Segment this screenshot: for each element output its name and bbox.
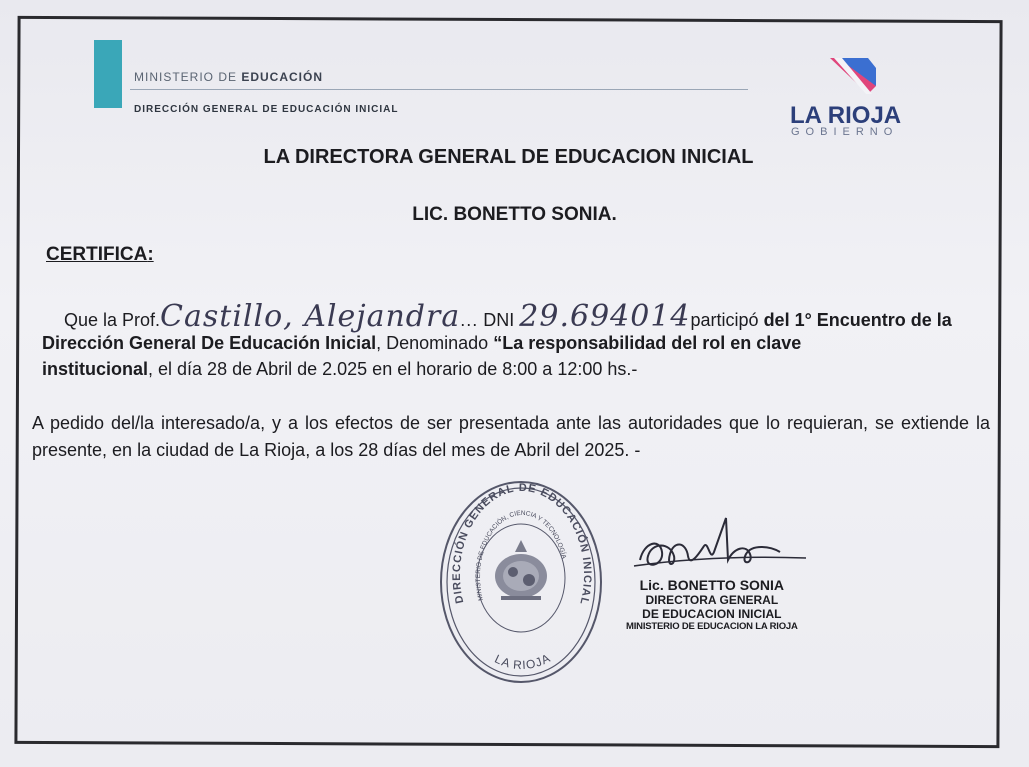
- ministry-name: MINISTERIO DE EDUCACIÓN: [134, 70, 324, 84]
- svg-text:MINISTERIO DE EDUCACIÓN, CIENC: MINISTERIO DE EDUCACIÓN, CIENCIA Y TECNOLOGÍA: [474, 509, 568, 602]
- signature-block: [626, 577, 798, 632]
- certifica-heading: CERTIFICA:: [46, 244, 154, 265]
- signer-name: Lic. BONETTO SONIA: [639, 577, 785, 593]
- svg-text:LA RIOJA: LA RIOJA: [492, 650, 554, 673]
- ministry-color-bar: [94, 40, 122, 108]
- handwritten-signature-icon: [630, 512, 810, 582]
- document-subtitle: LIC. BONETTO SONIA.: [412, 204, 617, 225]
- signer-position: DIRECTORA GENERAL: [645, 593, 779, 607]
- handwritten-name: Castillo, Alejandra: [160, 299, 461, 334]
- signer-ministry: MINISTERIO DE EDUCACION LA RIOJA: [626, 621, 798, 632]
- paragraph-1-line-1: Que la Prof.Castillo, Alejandra... DNI 29.694014participó del 1° Encuentro de la: [64, 299, 952, 334]
- la-rioja-logo-text: LA RIOJA: [790, 102, 902, 129]
- gobierno-logo-subtext: GOBIERNO: [791, 126, 899, 138]
- paragraph-2: A pedido del/la interesado/a, y a los efectos de ser presentada ante las autoridades que lo requieran, se extiende la presente, en la ciudad de La Rioja, a los 28 días del mes de Abril del 2025. -: [32, 413, 990, 460]
- signer-department: DE EDUCACION INICIAL: [642, 607, 782, 621]
- paragraph-1-line-2: Dirección General De Educación Inicial, Denominado “La responsabilidad del rol en clave: [42, 333, 802, 353]
- official-seal-icon: [437, 478, 605, 688]
- handwritten-dni: 29.694014: [519, 299, 691, 334]
- paragraph-1-line-3: institucional, el día 28 de Abril de 2.025 en el horario de 8:00 a 12:00 hs.-: [42, 359, 638, 379]
- la-rioja-logo-icon: [828, 56, 878, 96]
- svg-text:DIRECCIÓN GENERAL DE EDUCACIÓN: DIRECCIÓN GENERAL DE EDUCACIÓN INICIAL: [450, 481, 594, 607]
- document-title: LA DIRECTORA GENERAL DE EDUCACION INICIAL: [263, 146, 754, 168]
- direction-name: DIRECCIÓN GENERAL DE EDUCACIÓN INICIAL: [134, 104, 399, 115]
- header-divider: [130, 89, 748, 90]
